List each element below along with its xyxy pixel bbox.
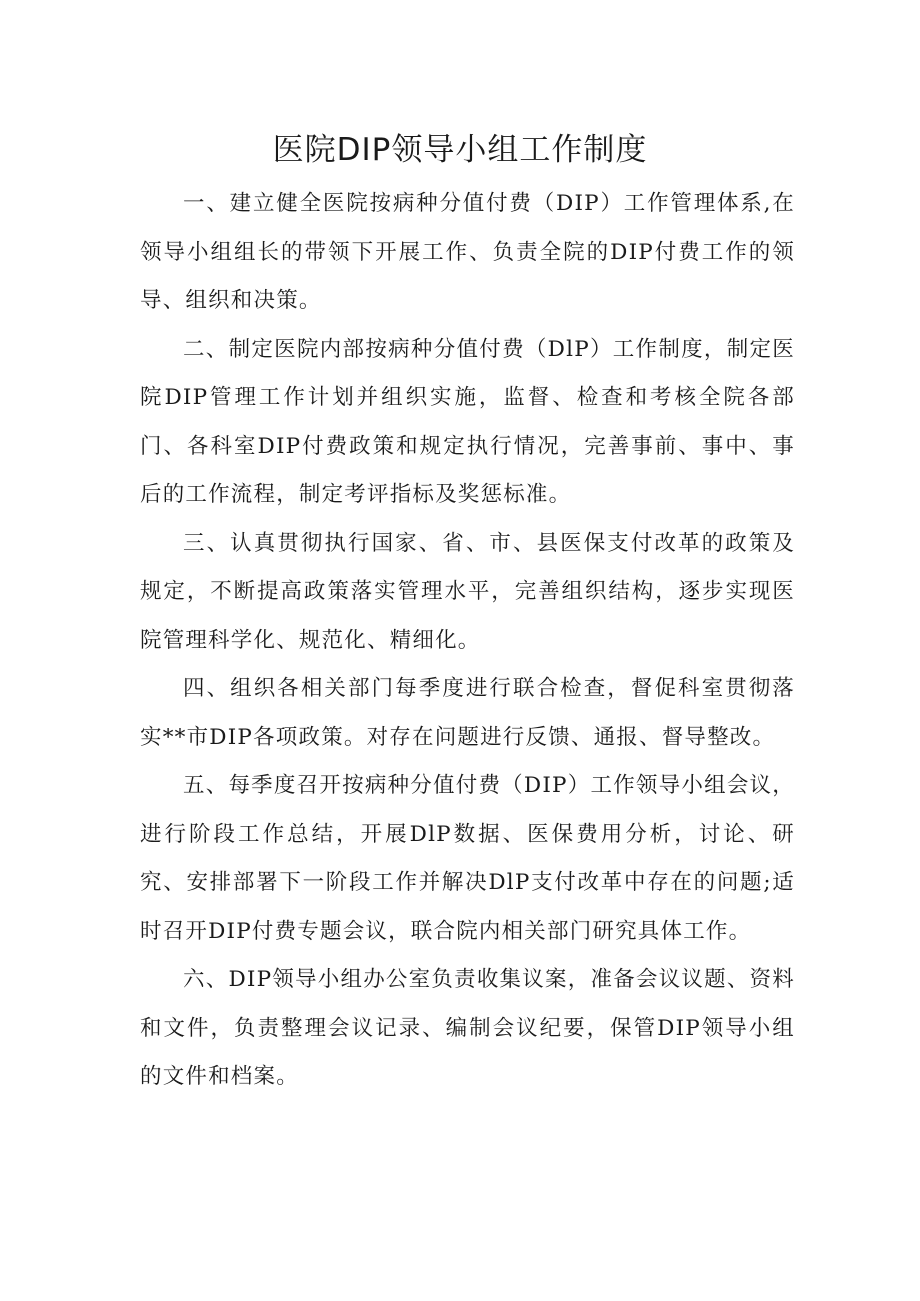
paragraph-3: 三、认真贯彻执行国家、省、市、县医保支付改革的政策及规定，不断提高政策落实管理水平，完善组织结构，逐步实现医院管理科学化、规范化、精细化。 bbox=[140, 530, 795, 653]
paragraph-1: 一、建立健全医院按病种分值付费（DIP）工作管理体系,在领导小组组长的带领下开展工作、负责全院的DIP付费工作的领导、组织和决策。 bbox=[140, 191, 795, 313]
paragraph-4: 四、组织各相关部门每季度进行联合检查，督促科室贯彻落实**市DIP各项政策。对存在问题进行反馈、通报、督导整改。 bbox=[140, 676, 795, 750]
paragraph-2: 二、制定医院内部按病种分值付费（DlP）工作制度，制定医院DIP管理工作计划并组织实施，监督、检查和考核全院各部门、各科室DIP付费政策和规定执行情况，完善事前、事中、事后的工作流程，制定考评指标及奖惩标准。 bbox=[140, 336, 795, 507]
document-body bbox=[140, 180, 795, 1102]
paragraph-5: 五、每季度召开按病种分值付费（DIP）工作领导小组会议，进行阶段工作总结，开展DlP数据、医保费用分析，讨论、研究、安排部署下一阶段工作并解决DlP支付改革中存在的问题;适时召开DIP付费专题会议，联合院内相关部门研究具体工作。 bbox=[140, 773, 795, 944]
document-title: 医院DIP领导小组工作制度 bbox=[272, 132, 648, 168]
paragraph-6: 六、DIP领导小组办公室负责收集议案，准备会议议题、资料和文件，负责整理会议记录、编制会议纪要，保管DIP领导小组的文件和档案。 bbox=[140, 967, 795, 1089]
